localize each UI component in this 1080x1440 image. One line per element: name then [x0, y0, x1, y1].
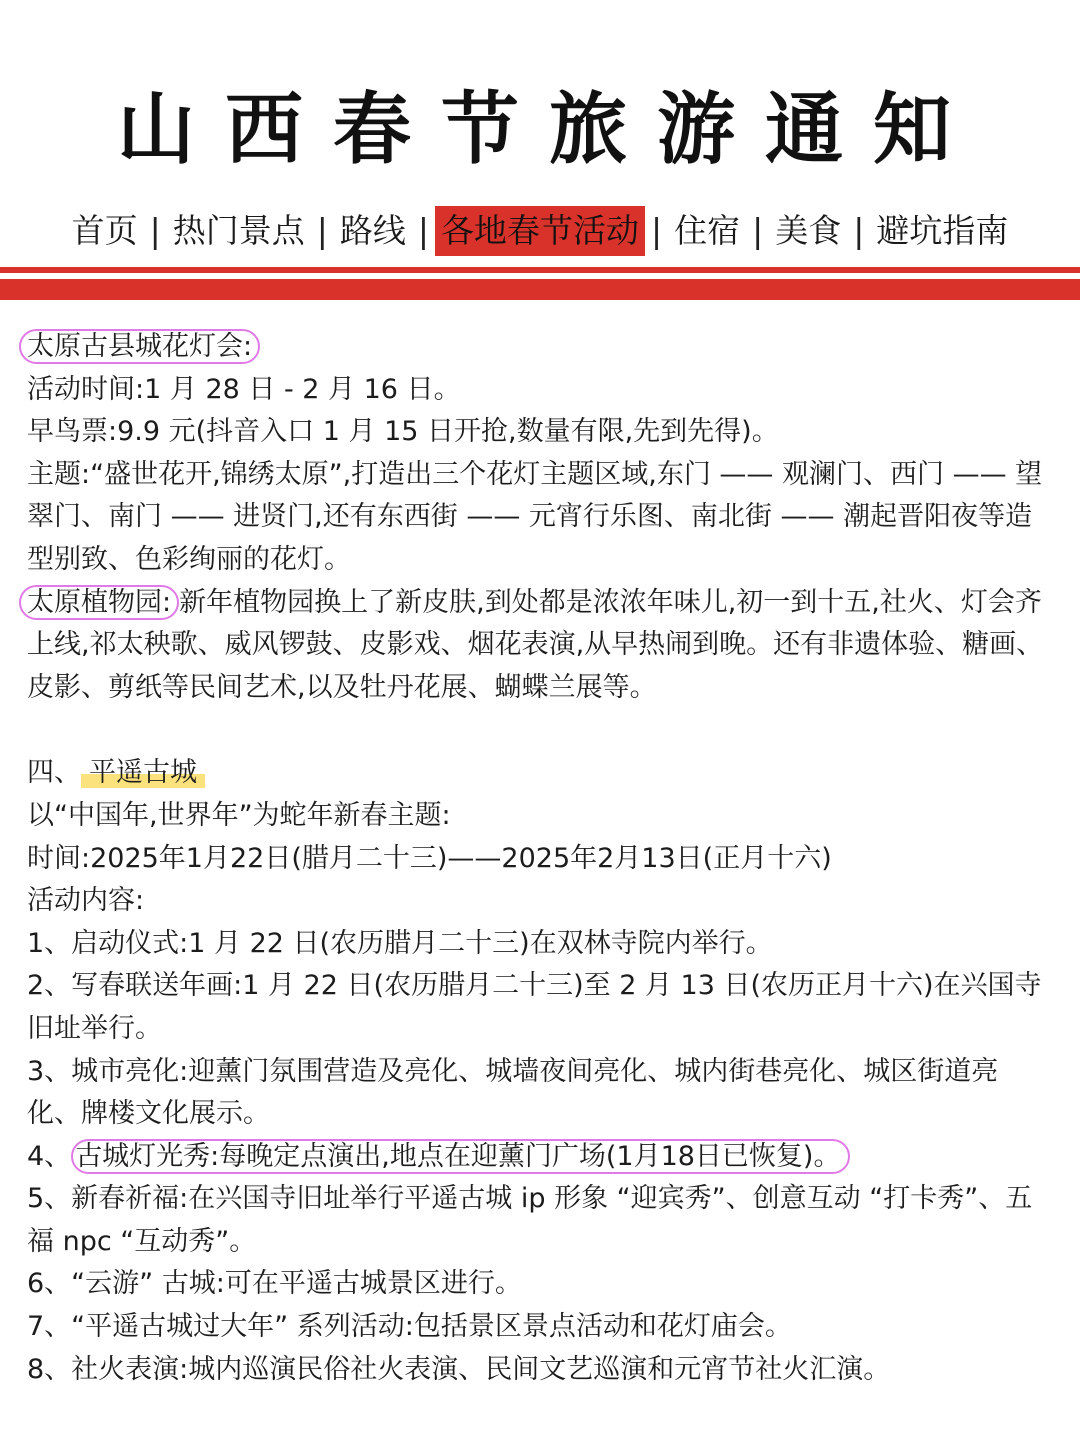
- list-item: 1、启动仪式:1 月 22 日(农历腊月二十三)在双林寺院内举行。: [27, 927, 773, 959]
- nav-separator: |: [651, 211, 663, 250]
- nav-item-spring-festival-events[interactable]: 各地春节活动: [435, 206, 645, 256]
- nav-separator: |: [316, 211, 328, 250]
- nav-separator: |: [149, 211, 161, 250]
- botanical-garden-heading: 太原植物园:: [19, 585, 179, 620]
- taiyuan-heading-line: [27, 326, 1047, 369]
- light-show-circled: 古城灯光秀:每晚定点演出,地点在迎薰门广场(1月18日已恢复)。: [71, 1139, 850, 1174]
- list-item: 8、社火表演:城内巡演民俗社火表演、民间文艺巡演和元宵节社火汇演。: [27, 1353, 891, 1385]
- taiyuan-theme: 主题:“盛世花开,锦绣太原”,打造出三个花灯主题区域,东门 —— 观澜门、西门 —— 望翠门、南门 —— 进贤门,还有东西街 —— 元宵行乐图、南北街 —— 潮起晋阳夜等造型别致、色彩绚丽的花灯。: [27, 458, 1043, 575]
- taiyuan-time: 活动时间:1 月 28 日 - 2 月 16 日。: [27, 373, 461, 405]
- article-body: [27, 326, 1047, 1391]
- pingyao-heading-line: [27, 752, 1047, 795]
- top-nav: [0, 206, 1080, 256]
- pingyao-heading: 平遥古城: [81, 757, 205, 788]
- list-item: 7、“平遥古城过大年” 系列活动:包括景区景点活动和花灯庙会。: [27, 1311, 792, 1343]
- nav-item-hot-spots[interactable]: 热门景点: [172, 211, 305, 250]
- nav-item-routes[interactable]: 路线: [339, 211, 406, 250]
- nav-item-home[interactable]: 首页: [71, 211, 138, 250]
- divider-thick: [0, 279, 1080, 300]
- nav-separator: |: [853, 211, 865, 250]
- botanical-garden-paragraph: [27, 582, 1047, 710]
- pingyao-theme: 以“中国年,世界年”为蛇年新春主题:: [27, 799, 451, 831]
- list-item: 2、写春联送年画:1 月 22 日(农历腊月二十三)至 2 月 13 日(农历正月十六)在兴国寺旧址举行。: [27, 970, 1042, 1044]
- list-item: 3、城市亮化:迎薰门氛围营造及亮化、城墙夜间亮化、城内街巷亮化、城区街道亮化、牌楼文化展示。: [27, 1055, 999, 1130]
- taiyuan-lantern-heading: 太原古县城花灯会:: [19, 329, 260, 364]
- taiyuan-ticket: 早鸟票:9.9 元(抖音入口 1 月 15 日开抢,数量有限,先到先得)。: [27, 416, 779, 448]
- nav-item-food[interactable]: 美食: [775, 211, 842, 250]
- nav-separator: |: [752, 211, 764, 250]
- list-item: [27, 1136, 1047, 1179]
- divider-thin: [0, 267, 1080, 273]
- list-item: 6、“云游” 古城:可在平遥古城景区进行。: [27, 1268, 522, 1300]
- page-title: 山西春节旅游通知: [116, 85, 981, 175]
- list-item-number: 4、: [27, 1140, 72, 1172]
- section-gap: [27, 709, 1047, 752]
- botanical-garden-text: 新年植物园换上了新皮肤,到处都是浓浓年味儿,初一到十五,社火、灯会齐上线,祁太秧歌、威风锣鼓、皮影戏、烟花表演,从早热闹到晚。还有非遗体验、糖画、皮影、剪纸等民间艺术,以及牡丹花展、蝴蝶兰展等。: [27, 586, 1044, 703]
- pingyao-prefix: 四、: [27, 757, 81, 789]
- list-item: 5、新春祈福:在兴国寺旧址举行平遥古城 ip 形象 “迎宾秀”、创意互动 “打卡秀”、五福 npc “互动秀”。: [27, 1183, 1033, 1257]
- nav-item-lodging[interactable]: 住宿: [674, 211, 741, 250]
- nav-separator: |: [417, 211, 429, 250]
- pingyao-content-label: 活动内容:: [27, 885, 145, 917]
- pingyao-time: 时间:2025年1月22日(腊月二十三)——2025年2月13日(正月十六): [27, 842, 832, 874]
- nav-item-pitfall-guide[interactable]: 避坑指南: [876, 211, 1009, 250]
